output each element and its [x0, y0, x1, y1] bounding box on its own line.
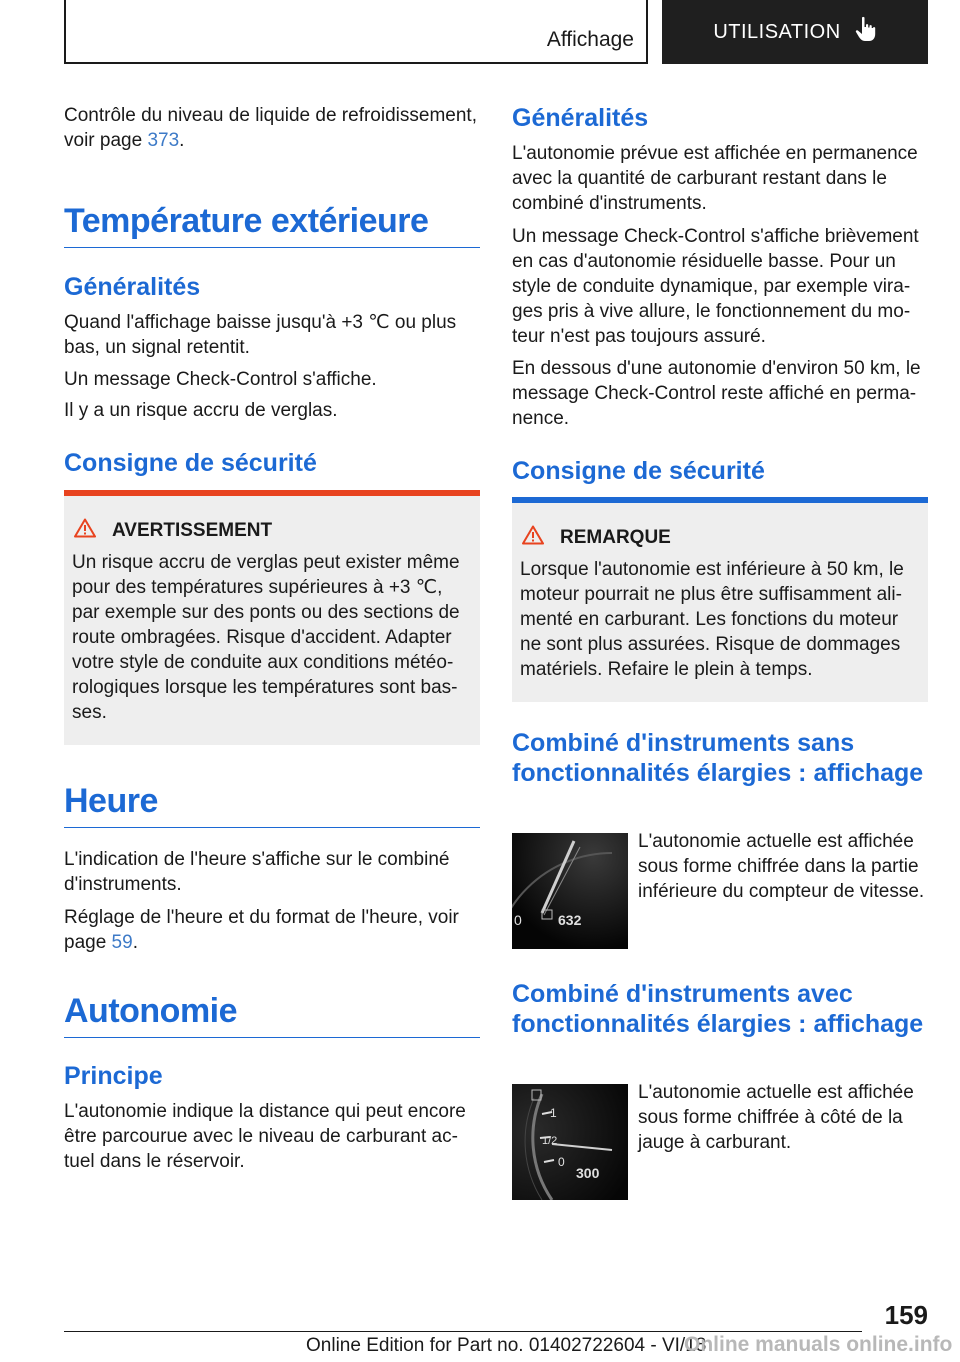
subsection-title-with-extended: Combiné d'instruments avec fonctionnalités élargies : affichage [512, 980, 924, 1038]
subsection-title-without-extended: Combiné d'instruments sans fonctionnalités élargies : affichage [512, 729, 924, 787]
general-paragraph-3: En dessous d'une autonomie d'environ 50 km, le message Check-Control reste affiché en perma-nence. [512, 358, 921, 429]
general-paragraph-2: Un message Check-Control s'affiche brièvement en cas d'autonomie résiduelle basse. Pour un style de conduite dynamique, par exemple vira-ges pris à vive allure, le fonctionnement du mo-teur n'est pas toujours assuré. [512, 226, 919, 347]
footer-divider [64, 1331, 862, 1332]
temperature-paragraph-2: Un message Check-Control s'affiche. [64, 369, 377, 390]
heure-paragraph-2-end: . [132, 932, 138, 953]
speedometer-range-image [512, 833, 628, 949]
principe-paragraph: L'autonomie indique la distance qui peut encore être parcourue avec le niveau de carburant ac-tuel dans le réservoir. [64, 1101, 466, 1172]
page-link-373[interactable]: 373 [147, 130, 180, 151]
coolant-reference-text: Contrôle du niveau de liquide de refroidissement, voir page [64, 105, 477, 151]
subsection-title-principe: Principe [64, 1062, 163, 1090]
general-paragraph-1: L'autonomie prévue est affichée en permanence avec la quantité de carburant restant dans le combiné d'instruments. [512, 143, 918, 214]
footer-edition: Online Edition for Part no. 01402722604 - VI/18 [306, 1335, 707, 1356]
heure-paragraph-2 [64, 905, 480, 955]
heure-paragraph-1: L'indication de l'heure s'affiche sur le combiné d'instruments. [64, 849, 450, 895]
subsection-title-general-right: Généralités [512, 104, 649, 132]
fuel-gauge-empty-label: 0 [558, 1155, 565, 1169]
subsection-title-safety: Consigne de sécurité [64, 449, 317, 477]
section-title-autonomie: Autonomie [64, 992, 480, 1038]
warning-text: Un risque accru de verglas peut exister même pour des températures supérieures à +3 ℃, par exemple sur des ponts ou des sections de route ombragées. Risque d'accident. Adapter votre style de conduite aux conditions météo-rologiques lorsque les températures sont bas-ses. [72, 552, 460, 723]
coolant-reference [64, 103, 480, 153]
subsection-title-safety-right: Consigne de sécurité [512, 457, 765, 485]
chapter-label: UTILISATION [713, 20, 841, 43]
note-text: Lorsque l'autonomie est inférieure à 50 km, le moteur pourrait ne plus être suffisamment ali-menté en carburant. Les fonctions du moteur ne sont plus assurées. Risque de dommages matériels. Refaire le plein à temps. [520, 559, 904, 680]
page-number: 159 [884, 1300, 928, 1330]
fuel-gauge-half-label: 1/2 [542, 1135, 558, 1147]
warning-box [64, 490, 480, 745]
warning-triangle-icon [74, 518, 96, 544]
section-title-heure: Heure [64, 782, 480, 828]
speedometer-range-value: 632 [558, 912, 582, 928]
hand-pointer-icon [855, 16, 877, 48]
fuel-gauge-full-label: 1 [550, 1106, 557, 1120]
fuel-gauge-range-value: 300 [576, 1165, 600, 1181]
header-section-title: Affichage [546, 28, 634, 51]
note-triangle-icon [522, 525, 544, 551]
without-extended-text: L'autonomie actuelle est affichée sous forme chiffrée dans la partie inférieure du compteur de vitesse. [638, 831, 925, 902]
heure-paragraph-2-text: Réglage de l'heure et du format de l'heure, voir page [64, 907, 459, 953]
fuel-gauge-image [512, 1084, 628, 1200]
subsection-title-general: Généralités [64, 273, 201, 301]
header-chapter-tab[interactable] [662, 0, 928, 64]
temperature-paragraph-3: Il y a un risque accru de verglas. [64, 400, 338, 421]
speedometer-zero-label: 0 [514, 912, 522, 928]
coolant-reference-end: . [179, 130, 185, 151]
note-box [512, 497, 928, 702]
note-label: REMARQUE [560, 527, 671, 548]
section-title-temperature: Température extérieure [64, 202, 480, 248]
with-extended-text: L'autonomie actuelle est affichée sous forme chiffrée à côté de la jauge à carburant. [638, 1082, 914, 1153]
warning-label: AVERTISSEMENT [112, 520, 273, 541]
page-link-59[interactable]: 59 [111, 932, 133, 953]
temperature-paragraph-1: Quand l'affichage baisse jusqu'à +3 ℃ ou plus bas, un signal retentit. [64, 312, 457, 358]
footer-watermark: Online manuals online.info [684, 1333, 953, 1356]
